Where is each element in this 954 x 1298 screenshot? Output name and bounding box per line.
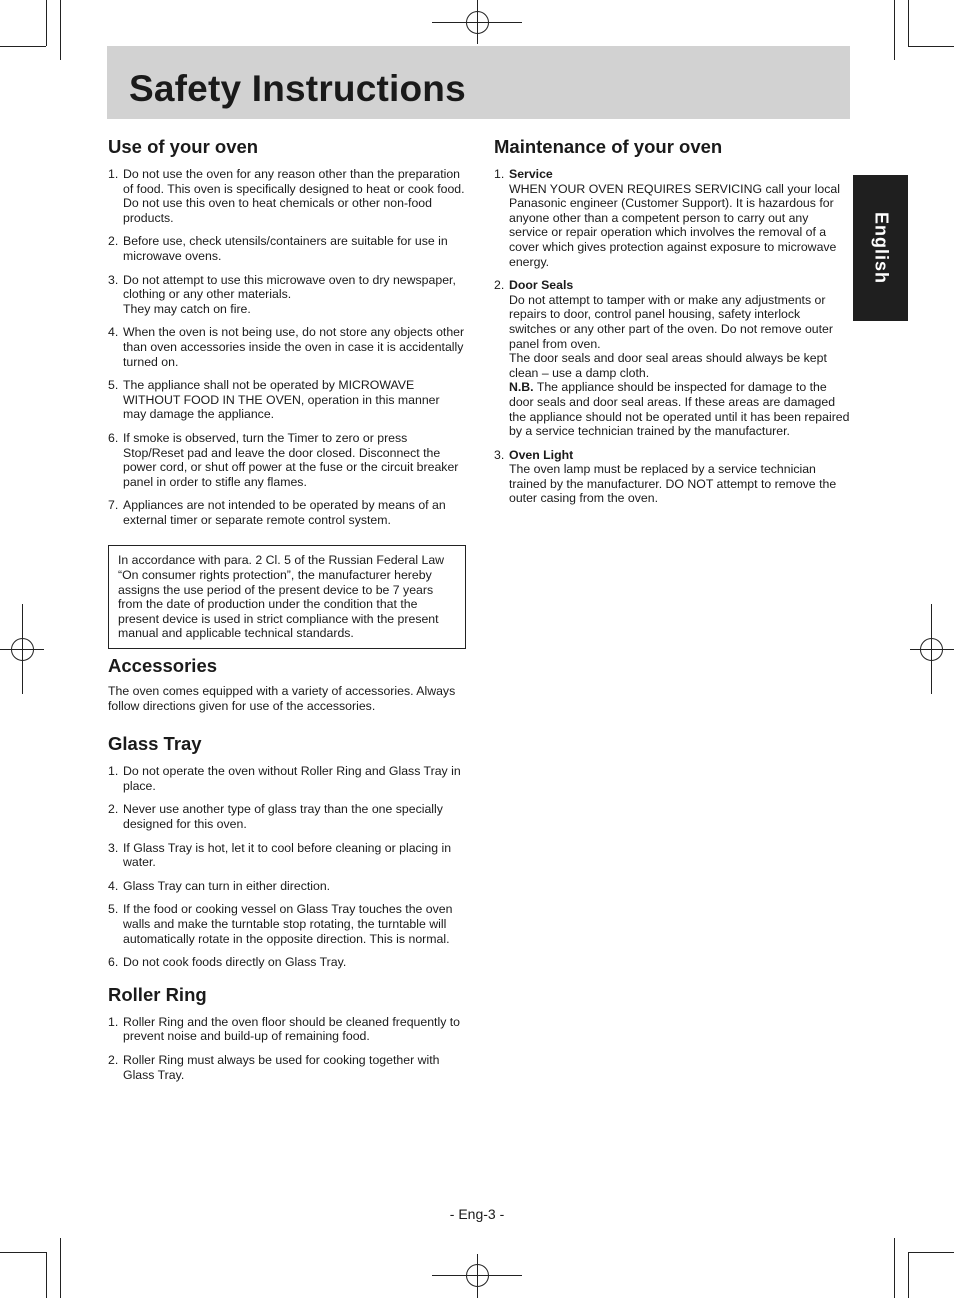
service-title: Service	[509, 167, 553, 181]
title-bar	[107, 46, 850, 119]
list-item: 1. Do not use the oven for any reason other than the preparation of food. This oven is specifically designed to heat or cook food. Do not use this oven to heat chemicals or other non-food products.	[108, 167, 465, 225]
accessories-text: The oven comes equipped with a variety of accessories. Always follow directions given for use of the accessories.	[108, 684, 456, 713]
roller-ring-list	[108, 1015, 466, 1082]
maintenance-heading: Maintenance of your oven	[494, 136, 723, 157]
left-column	[108, 136, 466, 1091]
glass-tray-heading: Glass Tray	[108, 733, 202, 755]
nb-label: N.B.	[509, 380, 534, 395]
list-item: 4. When the oven is not being use, do not store any objects other than oven accessories inside the oven in case it is accidentally turned on.	[108, 325, 465, 369]
list-item: 3. If Glass Tray is hot, let it to cool before cleaning or placing in water.	[108, 840, 452, 870]
accessories-section	[108, 655, 466, 713]
service-item: 1. Service WHEN YOUR OVEN REQUIRES SERVICING call your local Panasonic engineer (Customer Support). It is hazardous for anyone other than a competent person to carry out any service or repair operation which involves the removal of a cover which gives protection against exposure to microwave energy.	[494, 167, 840, 269]
list-item: 5. The appliance shall not be operated by MICROWAVE WITHOUT FOOD IN THE OVEN, operation in this manner may damage the appliance.	[108, 378, 440, 422]
list-item: 4. Glass Tray can turn in either direction.	[108, 878, 331, 893]
roller-ring-heading: Roller Ring	[108, 983, 207, 1005]
nb-text: The appliance should be inspected for damage to the door seals and door seal areas. If these areas are damaged the appliance should not be operated until it has been repaired by a service technician trained by the manufacturer.	[509, 380, 850, 439]
list-item: 3. Do not attempt to use this microwave oven to dry newspaper, clothing or any other materials. They may catch on fire.	[108, 272, 456, 316]
use-of-oven-list	[108, 167, 466, 527]
door-seals-item: 2. Door Seals Do not attempt to tamper with or make any adjustments or repairs to door, control panel housing, safety interlock switches or any other part of the oven. Do not remove outer panel from oven. The door seals and door seal areas should always be kept clean – use a damp cloth. N.B. The appliance should be inspected for damage to the door seals and door seal areas. If these areas are damaged the appliance should not be operated until it has been repaired by a service technician trained by the manufacturer.	[494, 278, 850, 439]
accessories-heading: Accessories	[108, 655, 218, 677]
list-item: 6. If smoke is observed, turn the Timer to zero or press Stop/Reset pad and leave the door closed. Disconnect the power cord, or shut off power at the fuse or the circuit breaker panel in order to stifle any flames.	[108, 430, 459, 489]
door-seals-text-2: The door seals and door seal areas should always be kept clean – use a damp cloth.	[509, 351, 827, 380]
glass-tray-section	[108, 733, 466, 970]
oven-light-item: 3. Oven Light The oven lamp must be replaced by a service technician trained by the manufacturer. DO NOT attempt to remove the outer casing from the oven.	[494, 447, 837, 506]
list-item: 1. Do not operate the oven without Roller Ring and Glass Tray in place.	[108, 764, 461, 793]
service-text: WHEN YOUR OVEN REQUIRES SERVICING call your local Panasonic engineer (Customer Support). It is hazardous for anyone other than a competent person to carry out any service or repair operation which involves the removal of a cover which gives protection against exposure to microwave energy.	[509, 181, 840, 269]
notice-text: In accordance with para. 2 Cl. 5 of the Russian Federal Law “On consumer rights protection”, the manufacturer hereby assigns the use period of the present device to be 7 years from the date of production under the condition that the present device is used in strict compliance with the present manual and applicable technical standards.	[118, 553, 445, 641]
page-number: - Eng-3 -	[449, 1206, 505, 1222]
page-title: Safety Instructions	[129, 68, 466, 109]
language-tab-label: English	[871, 211, 891, 285]
oven-light-title: Oven Light	[509, 447, 574, 462]
door-seals-text: Do not attempt to tamper with or make any adjustments or repairs to door, control panel housing, safety interlock switches or any other part of the oven. Do not remove outer panel from oven.	[509, 292, 833, 351]
language-tab	[853, 175, 908, 321]
list-item: 2. Before use, check utensils/containers are suitable for use in microwave ovens.	[108, 234, 448, 263]
list-item: 5. If the food or cooking vessel on Glass Tray touches the oven walls and make the turntable stop rotating, the turntable will automatically rotate in the opposite direction. This is normal.	[108, 902, 453, 946]
door-seals-title: Door Seals	[509, 278, 574, 293]
list-item: 1. Roller Ring and the oven floor should be cleaned frequently to prevent noise and build-up of remaining food.	[108, 1014, 461, 1044]
list-item: 2. Roller Ring must always be used for cooking together with Glass Tray.	[108, 1052, 440, 1082]
roller-ring-section	[108, 984, 466, 1082]
consumer-rights-notice	[108, 545, 466, 649]
use-of-oven-heading: Use of your oven	[108, 136, 259, 157]
oven-light-text: The oven lamp must be replaced by a service technician trained by the manufacturer. DO NOT attempt to remove the outer casing from the oven.	[509, 462, 837, 506]
list-item: 6. Do not cook foods directly on Glass Tray.	[108, 955, 347, 970]
glass-tray-list	[108, 764, 466, 970]
list-item: 2. Never use another type of glass tray than the one specially designed for this oven.	[108, 802, 443, 831]
right-column	[494, 136, 850, 515]
list-item: 7. Appliances are not intended to be operated by means of an external timer or separate remote control system.	[108, 498, 446, 527]
